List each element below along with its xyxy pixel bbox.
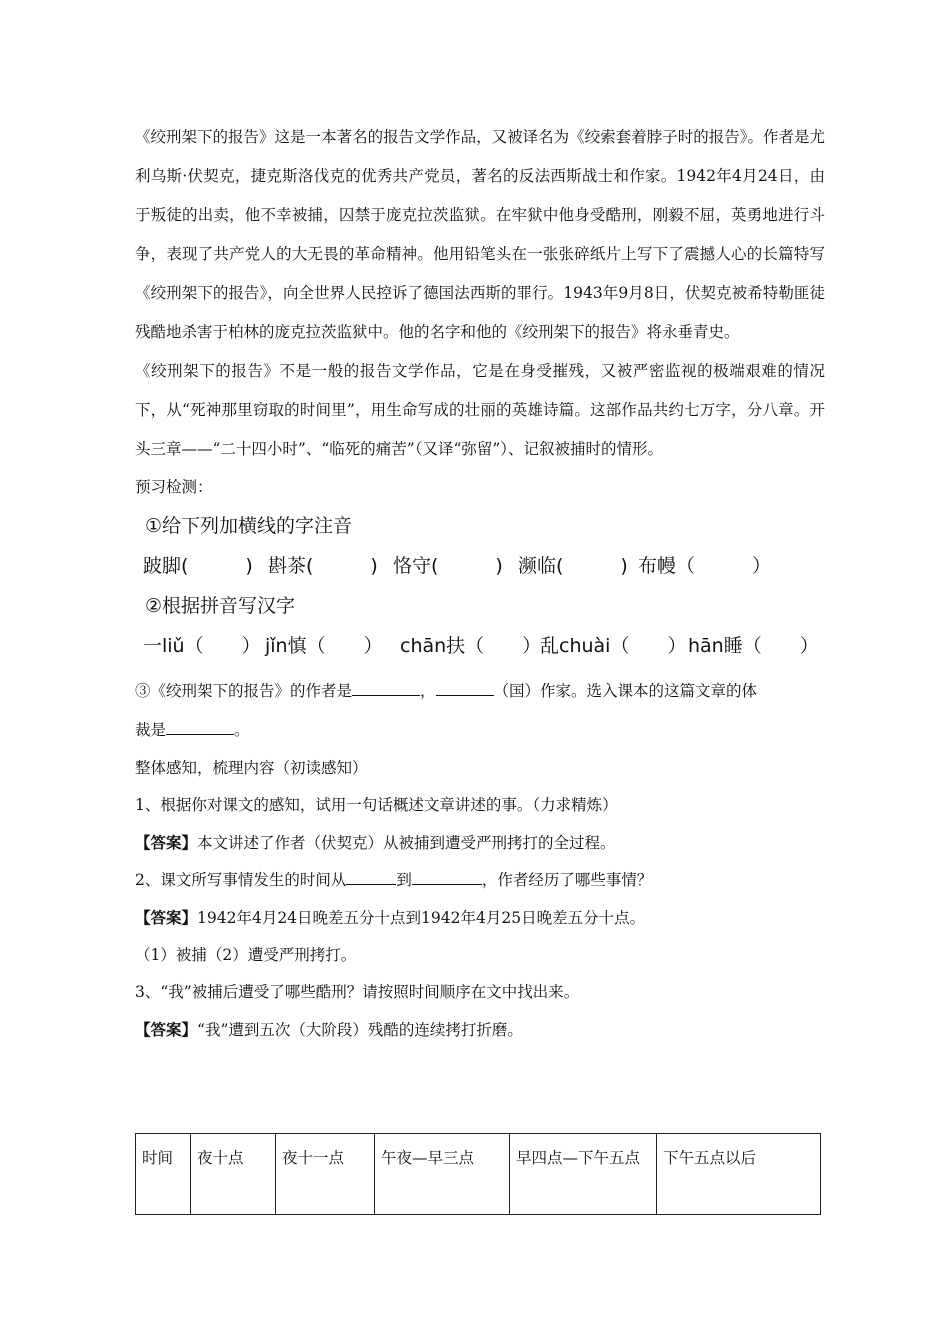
q3-text: （国）作家。选入课本的这篇文章的体 — [493, 682, 758, 700]
q2-item: 乱chuài（ ） — [540, 635, 687, 657]
q2-text: 到 — [396, 871, 412, 889]
q2-item: hān睡（ ） — [688, 635, 819, 657]
table-cell: 下午五点以后 — [657, 1134, 821, 1215]
table-cell: 时间 — [136, 1134, 191, 1215]
second-paragraph: 《绞刑架下的报告》不是一般的报告文学作品，它是在身受摧残，又被严密监视的极端艰难的情况下，从“死神那里窃取的时间里”，用生命写成的壮丽的英雄诗篇。这部作品共约七万字，分八章。开头三章——“二十四小时”、“临死的痛苦”（又译“弥留”）、记叙被捕时的情形。 — [135, 362, 825, 458]
q2-item: chān扶（ ） — [400, 635, 542, 657]
q2-title: ②根据拼音写汉字 — [145, 595, 296, 617]
answer-text: “我”遭到五次（大阶段）残酷的连续拷打折磨。 — [197, 1021, 523, 1039]
answer-blank[interactable] — [346, 870, 396, 885]
q3-text: ③《绞刑架下的报告》的作者是 — [135, 682, 353, 700]
answer-tag: 【答案】 — [135, 833, 198, 852]
table-cell: 夜十点 — [191, 1134, 276, 1215]
question-1: 1、根据你对课文的感知，试用一句话概述文章讲述的事。（力求精炼） — [135, 796, 618, 814]
q1-item: 布幔（ ） — [638, 555, 772, 577]
preview-title: 预习检测： — [135, 478, 213, 496]
schedule-table — [135, 1133, 821, 1215]
table-cell: 午夜—早三点 — [375, 1134, 510, 1215]
q2-item: 一liǔ（ ） — [143, 635, 261, 657]
q1-items — [135, 546, 825, 586]
answer-tag: 【答案】 — [135, 908, 198, 927]
q1-title: ①给下列加横线的字注音 — [145, 515, 353, 537]
table-row — [136, 1134, 821, 1215]
q2-text: 2、课文所写事情发生的时间从 — [135, 871, 347, 889]
q2-text: ，作者经历了哪些事情？ — [481, 871, 653, 889]
answer-tag: 【答案】 — [135, 1020, 198, 1039]
table-cell: 早四点—下午五点 — [510, 1134, 657, 1215]
q3-text: ， — [420, 682, 436, 700]
answer-blank[interactable] — [436, 681, 494, 696]
q3-text: 。 — [234, 721, 250, 739]
exercise-image — [135, 506, 825, 666]
q1-item: 跛脚( ) — [143, 555, 253, 577]
answer-1 — [135, 824, 825, 862]
intro-paragraph: 《绞刑架下的报告》这是一本著名的报告文学作品，又被译名为《绞索套着脖子时的报告》。作者是尤利乌斯·伏契克，捷克斯洛伐克的优秀共产党员，著名的反法西斯战士和作家。1942年4月24日，由于叛徒的出卖，他不幸被捕，囚禁于庞克拉茨监狱。在牢狱中他身受酷刑，刚毅不屈，英勇地进行斗争，表现了共产党人的大无畏的革命精神。他用铅笔头在一张张碎纸片上写下了震撼人心的长篇特写《绞刑架下的报告》，向全世界人民控诉了德国法西斯的罪行。1943年9月8日，伏契克被希特勒匪徒残酷地杀害于柏林的庞克拉茨监狱中。他的名字和他的《绞刑架下的报告》将永垂青史。 — [135, 128, 825, 341]
q2-item: jǐn慎（ ） — [265, 635, 383, 657]
q3-text: 裁是 — [135, 721, 167, 739]
answer-blank[interactable] — [166, 720, 234, 735]
table-cell: 夜十一点 — [276, 1134, 375, 1215]
section-title: 整体感知，梳理内容（初读感知） — [135, 759, 368, 777]
answer-blank[interactable] — [352, 681, 420, 696]
q3 — [135, 672, 825, 750]
answer-blank[interactable] — [412, 870, 482, 885]
answer-2-extra: （1）被捕（2）遭受严刑拷打。 — [135, 946, 357, 964]
q1-item: 濒临( ) — [518, 555, 628, 577]
q1-item: 恪守( ) — [393, 555, 503, 577]
q1-item: 斟茶( ) — [268, 555, 378, 577]
q2-items — [135, 626, 825, 666]
answer-3 — [135, 1011, 825, 1049]
answer-text: 本文讲述了作者（伏契克）从被捕到遭受严刑拷打的全过程。 — [197, 834, 616, 852]
document-page — [135, 118, 825, 1049]
question-2 — [135, 862, 825, 899]
answer-text: 1942年4月24日晚差五分十点到1942年4月25日晚差五分十点。 — [197, 909, 646, 927]
answer-2 — [135, 899, 825, 937]
question-3: 3、“我”被捕后遭受了哪些酷刑？请按照时间顺序在文中找出来。 — [135, 983, 580, 1001]
